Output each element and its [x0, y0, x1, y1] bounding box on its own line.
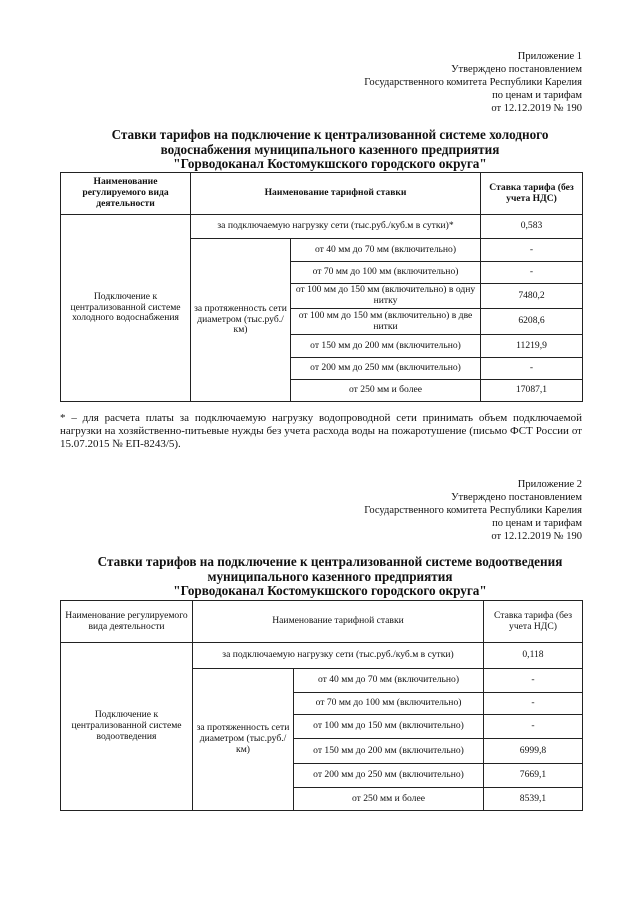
- header-rate: Ставка тарифа (без учета НДС): [481, 173, 583, 215]
- diameter-value: -: [484, 693, 583, 715]
- diameter-label: от 250 мм и более: [294, 788, 484, 811]
- appendix-1-line: Государственного комитета Республики Карелия: [364, 77, 582, 88]
- appendix-2-line: Утверждено постановлением: [451, 492, 582, 503]
- table-2-title-line: "Горводоканал Костомукшского городского округа": [173, 583, 487, 598]
- appendix-1-line: Приложение 1: [517, 51, 582, 62]
- load-label: за подключаемую нагрузку сети (тыс.руб./куб.м в сутки): [193, 643, 484, 669]
- table-1-title-line: "Горводоканал Костомукшского городского округа": [173, 156, 487, 171]
- diameter-value: -: [481, 262, 583, 284]
- header-activity: Наименование регулируемого вида деятельности: [61, 601, 193, 643]
- load-value: 0,583: [481, 215, 583, 239]
- appendix-2-line: Государственного комитета Республики Карелия: [364, 505, 582, 516]
- length-label: за протяженность сети диаметром (тыс.руб./км): [193, 669, 294, 811]
- table-1-title-line: Ставки тарифов на подключение к централизованной системе холодного: [111, 127, 549, 142]
- diameter-label: от 150 мм до 200 мм (включительно): [294, 739, 484, 764]
- footnote: * – для расчета платы за подключаемую нагрузку водопроводной сети принимать объем подключаемой нагрузки на хозяйственно-питьевые нужды без учета расхода воды на пожаротушение (письмо ФСТ России от 15.07.2015 № ЕП-8243/5).: [60, 412, 582, 450]
- table-2: [60, 600, 583, 811]
- diameter-value: 17087,1: [481, 380, 583, 402]
- diameter-value: 6999,8: [484, 739, 583, 764]
- diameter-value: 11219,9: [481, 335, 583, 358]
- diameter-label: от 70 мм до 100 мм (включительно): [291, 262, 481, 284]
- table-1-title: [60, 128, 600, 172]
- load-value: 0,118: [484, 643, 583, 669]
- diameter-label: от 100 мм до 150 мм (включительно) в одну нитку: [291, 284, 481, 309]
- diameter-value: 8539,1: [484, 788, 583, 811]
- header-rate-name: Наименование тарифной ставки: [193, 601, 484, 643]
- appendix-2-line: от 12.12.2019 № 190: [491, 531, 582, 542]
- header-rate: Ставка тарифа (без учета НДС): [484, 601, 583, 643]
- header-activity: Наименование регулируемого вида деятельности: [61, 173, 191, 215]
- diameter-label: от 70 мм до 100 мм (включительно): [294, 693, 484, 715]
- table-2-title: [60, 555, 600, 599]
- diameter-value: 7669,1: [484, 764, 583, 788]
- diameter-value: -: [484, 669, 583, 693]
- table-2-title-line: муниципального казенного предприятия: [207, 568, 453, 584]
- activity-cell: Подключение к централизованной системе холодного водоснабжения: [61, 215, 191, 402]
- header-rate-name: Наименование тарифной ставки: [191, 173, 481, 215]
- table-1: [60, 172, 583, 402]
- diameter-label: от 200 мм до 250 мм (включительно): [294, 764, 484, 788]
- table-2-title-line: Ставки тарифов на подключение к централизованной системе водоотведения: [97, 554, 563, 569]
- diameter-value: -: [484, 715, 583, 739]
- length-label: за протяженность сети диаметром (тыс.руб./км): [191, 239, 291, 402]
- appendix-1-line: от 12.12.2019 № 190: [491, 103, 582, 114]
- table-1-title-line: водоснабжения муниципального казенного предприятия: [160, 141, 500, 157]
- diameter-value: -: [481, 239, 583, 262]
- appendix-2-line: по ценам и тарифам: [492, 518, 582, 529]
- appendix-1-line: Утверждено постановлением: [451, 64, 582, 75]
- diameter-value: -: [481, 358, 583, 380]
- appendix-2-header: [364, 478, 582, 543]
- activity-cell: Подключение к централизованной системе водоотведения: [61, 643, 193, 811]
- appendix-2-line: Приложение 2: [517, 479, 582, 490]
- diameter-label: от 40 мм до 70 мм (включительно): [294, 669, 484, 693]
- diameter-label: от 150 мм до 200 мм (включительно): [291, 335, 481, 358]
- diameter-label: от 100 мм до 150 мм (включительно): [294, 715, 484, 739]
- diameter-value: 7480,2: [481, 284, 583, 309]
- diameter-label: от 100 мм до 150 мм (включительно) в две нитки: [291, 309, 481, 335]
- appendix-1-line: по ценам и тарифам: [492, 90, 582, 101]
- diameter-label: от 200 мм до 250 мм (включительно): [291, 358, 481, 380]
- appendix-1-header: [364, 50, 582, 115]
- diameter-label: от 40 мм до 70 мм (включительно): [291, 239, 481, 262]
- diameter-value: 6208,6: [481, 309, 583, 335]
- diameter-label: от 250 мм и более: [291, 380, 481, 402]
- load-label: за подключаемую нагрузку сети (тыс.руб./куб.м в сутки)*: [191, 215, 481, 239]
